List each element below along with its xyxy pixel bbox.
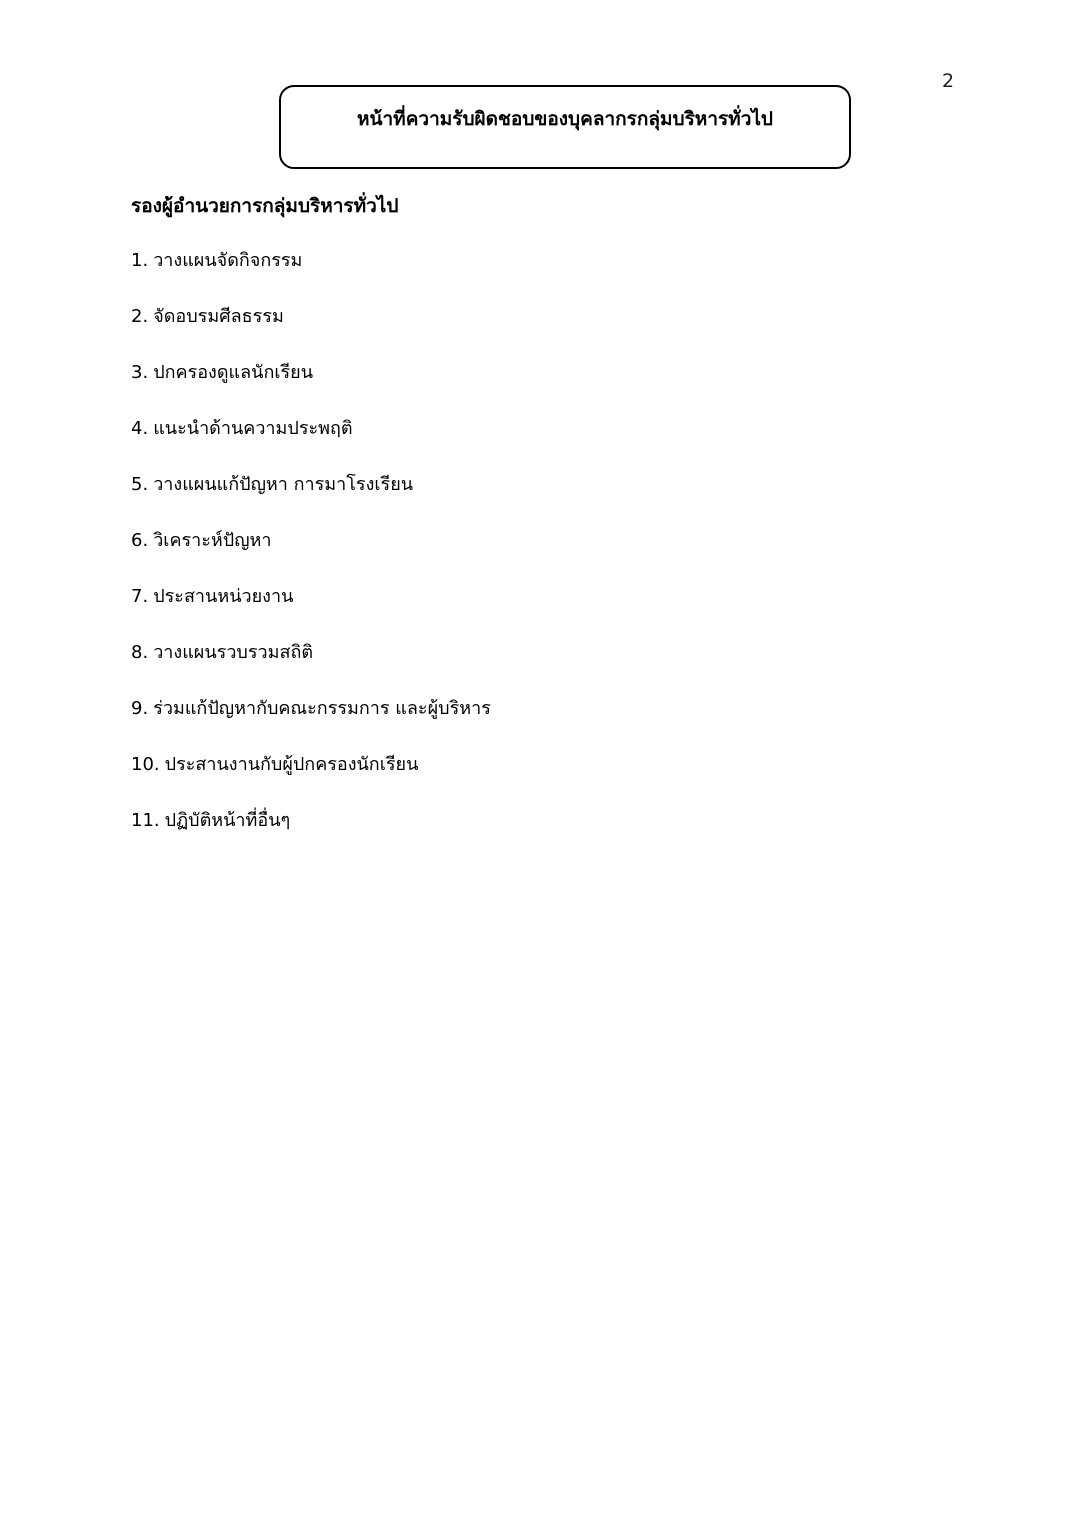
item-text: ปกครองดูแลนักเรียน (153, 362, 314, 383)
item-text: ประสานงานกับผู้ปกครองนักเรียน (164, 754, 419, 775)
item-text: ประสานหน่วยงาน (153, 586, 294, 607)
item-number: 1. (131, 250, 149, 271)
item-text: วางแผนจัดกิจกรรม (153, 250, 303, 271)
list-item (131, 695, 491, 751)
list-item (131, 807, 491, 863)
title-box (279, 85, 851, 169)
item-number: 2. (131, 306, 149, 327)
item-text: ร่วมแก้ปัญหากับคณะกรรมการ และผู้บริหาร (153, 698, 491, 719)
list-item (131, 751, 491, 807)
item-number: 7. (131, 586, 149, 607)
item-number: 3. (131, 362, 149, 383)
page-number: 2 (942, 70, 955, 92)
list-item (131, 583, 491, 639)
item-number: 8. (131, 642, 149, 663)
item-number: 5. (131, 474, 149, 495)
item-number: 4. (131, 418, 149, 439)
item-number: 11. (131, 810, 160, 831)
list-item (131, 359, 491, 415)
section-heading: รองผู้อำนวยการกลุ่มบริหารทั่วไป (131, 195, 399, 217)
list-item (131, 527, 491, 583)
list-item (131, 471, 491, 527)
list-item (131, 247, 491, 303)
item-text: แนะนำด้านความประพฤติ (153, 418, 353, 439)
item-text: วางแผนรวบรวมสถิติ (153, 642, 314, 663)
list-item (131, 415, 491, 471)
list-item (131, 303, 491, 359)
item-text: จัดอบรมศีลธรรม (153, 306, 284, 327)
page-title: หน้าที่ความรับผิดชอบของบุคลากรกลุ่มบริหารทั่วไป (357, 108, 773, 130)
duty-list (131, 247, 491, 863)
item-text: วิเคราะห์ปัญหา (153, 530, 272, 551)
item-text: ปฏิบัติหน้าที่อื่นๆ (164, 810, 291, 831)
item-number: 10. (131, 754, 160, 775)
item-text: วางแผนแก้ปัญหา การมาโรงเรียน (153, 474, 414, 495)
list-item (131, 639, 491, 695)
item-number: 6. (131, 530, 149, 551)
item-number: 9. (131, 698, 149, 719)
